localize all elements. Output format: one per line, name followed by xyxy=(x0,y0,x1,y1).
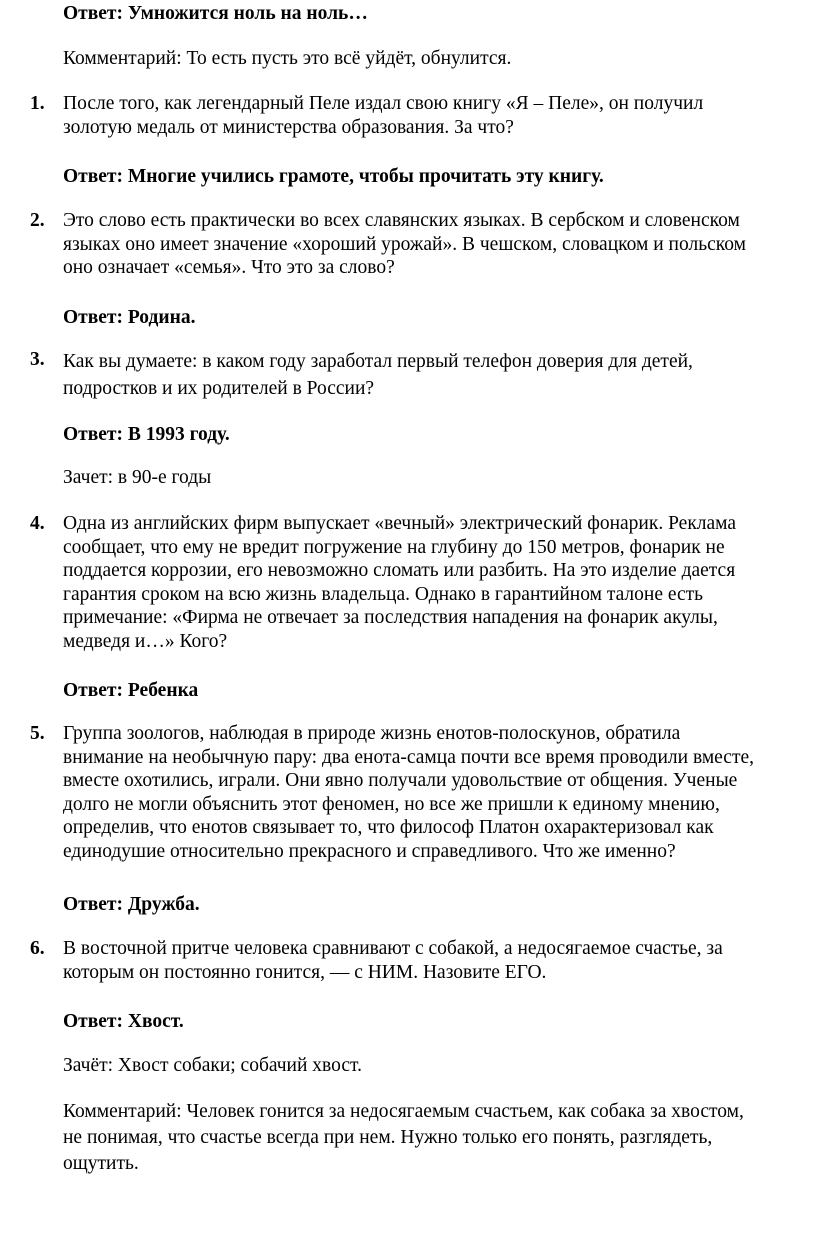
question-line: медведя и…» Кого? xyxy=(63,630,228,652)
question-6-credit xyxy=(63,1054,803,1078)
question-line: языках оно имеет значение «хороший урожай». В чешском, словацком и польском xyxy=(63,233,746,255)
question-6-comment xyxy=(63,1099,813,1177)
intro-comment-text: Комментарий: То есть пусть это всё уйдёт, обнулится. xyxy=(63,48,512,69)
answer-text: Ответ: В 1993 году. xyxy=(63,424,230,445)
question-line: внимание на необычную пару: два енота-самца почти все время проводили вместе, xyxy=(63,746,755,768)
question-5-answer xyxy=(63,893,803,917)
question-number: 5. xyxy=(30,723,45,744)
question-3-answer xyxy=(63,423,803,447)
question-2-answer xyxy=(63,306,803,330)
answer-text: Ответ: Многие учились грамоте, чтобы прочитать эту книгу. xyxy=(63,166,604,187)
question-line: Как вы думаете: в каком году заработал первый телефон доверия для детей, xyxy=(63,351,693,372)
question-4-text xyxy=(63,512,803,653)
question-3-text xyxy=(63,348,803,402)
question-1-text xyxy=(63,92,803,139)
question-number: 3. xyxy=(30,349,45,370)
answer-text: Ответ: Дружба. xyxy=(63,894,200,915)
question-line: примечание: «Фирма не отвечает за последствия нападения на фонарик акулы, xyxy=(63,607,718,628)
intro-comment xyxy=(63,47,803,71)
question-line: Это слово есть практически во всех славянских языках. В сербском и словенском xyxy=(63,210,740,231)
question-line: После того, как легендарный Пеле издал свою книгу «Я – Пеле», он получил xyxy=(63,93,704,114)
question-line: вместе охотились, играли. Они явно получали удовольствие от общения. Ученые xyxy=(63,770,738,791)
answer-text: Ответ: Родина. xyxy=(63,307,196,328)
question-line: золотую медаль от министерства образования. За что? xyxy=(63,116,514,138)
question-line: Одна из английских фирм выпускает «вечный» электрический фонарик. Реклама xyxy=(63,513,737,534)
question-2-text xyxy=(63,209,803,280)
intro-answer xyxy=(63,2,803,26)
answer-text: Ответ: Хвост. xyxy=(63,1011,184,1032)
comment-line: Комментарий: Человек гонится за недосягаемым счастьем, как собака за хвостом, xyxy=(63,1101,744,1122)
question-number: 1. xyxy=(30,93,45,114)
question-5-text xyxy=(63,722,803,863)
question-line: которым он постоянно гонится, — с НИМ. Назовите ЕГО. xyxy=(63,961,547,983)
question-line: Группа зоологов, наблюдая в природе жизнь енотов-полоскунов, обратила xyxy=(63,723,681,744)
question-number: 4. xyxy=(30,513,45,534)
comment-line: не понимая, что счастье всегда при нем. Нужно только его понять, разглядеть, xyxy=(63,1127,713,1148)
question-3-credit xyxy=(63,466,803,490)
answer-text: Ответ: Ребенка xyxy=(63,680,199,701)
question-number: 2. xyxy=(30,210,45,231)
question-number: 6. xyxy=(30,938,45,959)
question-line: подростков и их родителей в России? xyxy=(63,378,375,399)
question-6-text xyxy=(63,937,803,984)
question-6-answer xyxy=(63,1010,803,1034)
question-4-answer xyxy=(63,679,803,703)
intro-answer-text: Ответ: Умножится ноль на ноль… xyxy=(63,3,368,24)
question-1-answer xyxy=(63,165,803,189)
question-line: оно означает «семья». Что это за слово? xyxy=(63,257,395,278)
question-line: определив, что енотов связывает то, что философ Платон охарактеризовал как xyxy=(63,817,714,838)
comment-line: ощутить. xyxy=(63,1153,139,1174)
question-line: долго не могли объяснить этот феномен, но все же пришли к единому мнению, xyxy=(63,793,720,815)
credit-text: Зачет: в 90-е годы xyxy=(63,467,212,488)
question-line: единодушие относительно прекрасного и справедливого. Что же именно? xyxy=(63,840,676,862)
question-line: поддается коррозии, его невозможно сломать или разбить. На это изделие дается xyxy=(63,560,736,581)
question-line: сообщает, что ему не вредит погружение на глубину до 150 метров, фонарик не xyxy=(63,536,725,558)
credit-text: Зачёт: Хвост собаки; собачий хвост. xyxy=(63,1055,362,1076)
question-line: гарантия сроком на всю жизнь владельца. Однако в гарантийном талоне есть xyxy=(63,583,704,605)
question-line: В восточной притче человека сравнивают с собакой, а недосягаемое счастье, за xyxy=(63,938,723,959)
